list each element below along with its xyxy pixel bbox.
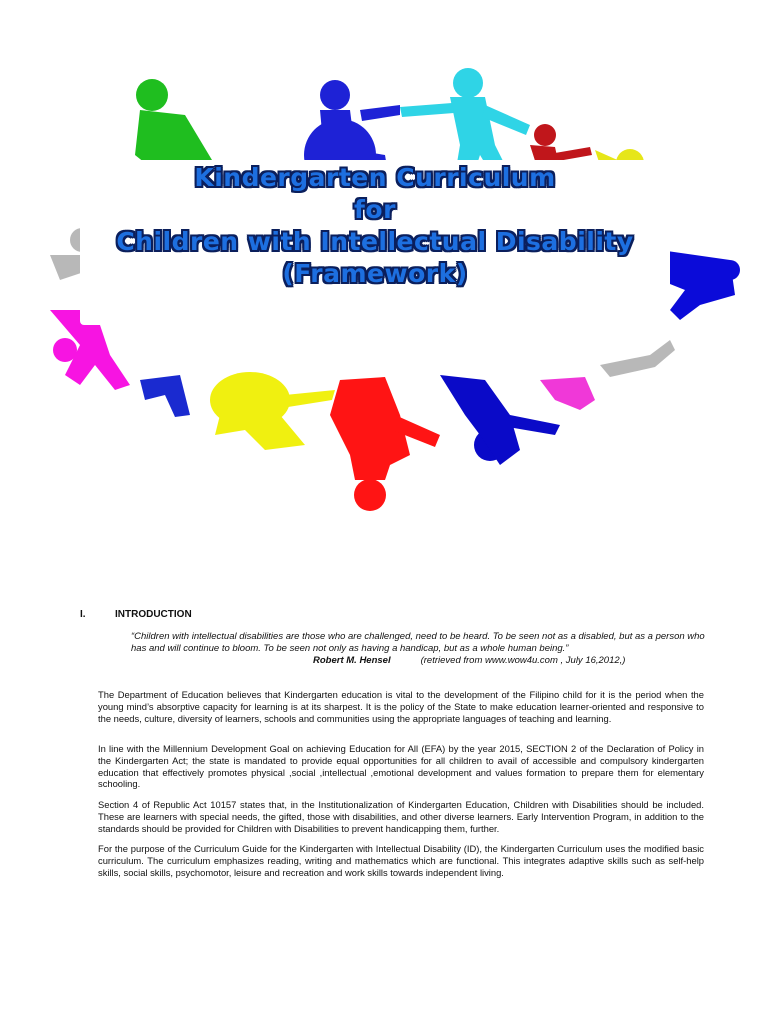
quote-source: (retrieved from www.wow4u.com , July 16,2012,) (420, 655, 626, 666)
title-line-3: Children with Intellectual Disability (116, 227, 634, 256)
blue-child-figure (660, 250, 740, 320)
title-line-1: Kindergarten Curriculum (194, 163, 556, 192)
red-bottom-figure (330, 377, 440, 511)
paragraph-1: The Department of Education believes that Kindergarten education is vital to the development of the Filipino child for it is the period when the young mind’s absorptive capacity for learning is at its sharpest. It is the policy of the State to make education learner-oriented and responsive to the needs, culture, diversity of learners, schools and communities using the appropriate languages of teaching and learning. (98, 689, 704, 724)
quote-text: “Children with intellectual disabilities are those who are challenged, need to be heard. To be seen not as a disabled, but as a person who has and will continue to bloom. To be seen not only as having a handicap, but as a whole human being.” (131, 631, 705, 654)
title-line-4: (Framework) (282, 259, 468, 288)
title-line-2: for (354, 195, 396, 224)
paragraph-3: Section 4 of Republic Act 10157 states that, in the Institutionalization of Kindergarten Education, Children with Disabilities should be included. These are learners with special needs, the gifted, those with disabilities, and other diverse learners. Early Intervention Program, in addition to the standards should be provided for Children with Disabilities to prevent handicapping them, further. (98, 799, 704, 834)
paragraph-4: For the purpose of the Curriculum Guide for the Kindergarten with Intellectual Disability (ID), the Kindergarten Curriculum uses the modified basic curriculum. The curriculum emphasizes reading, writing and mathematics which are functional. This integrates adaptive skills such as self-help skills, social skills, psychomotor, leisure and recreation and work skills towards independent living. (98, 843, 704, 878)
navy-child-figure (140, 375, 190, 417)
quote-attribution (313, 655, 733, 666)
magenta-bottom-figure (540, 377, 595, 410)
section-number: I. (80, 609, 86, 620)
section-title: INTRODUCTION (115, 609, 192, 620)
blue-bottom-figure (440, 375, 560, 465)
yellow-bottom-figure (210, 372, 335, 450)
quote-author: Robert M. Hensel (313, 655, 391, 666)
section-heading (80, 609, 192, 620)
gray-right-figure (600, 340, 675, 377)
paragraph-2: In line with the Millennium Development Goal on achieving Education for All (EFA) by the year 2015, SECTION 2 of the Declaration of Policy in the Kindergarten Act; the state is mandated to provide equal opportunities for all children to avail of accessible and compulsory kindergarten education that effectively promotes physical ,social ,intellectual ,emotional development and values formation to prepare them for elementary schooling. (98, 743, 704, 790)
